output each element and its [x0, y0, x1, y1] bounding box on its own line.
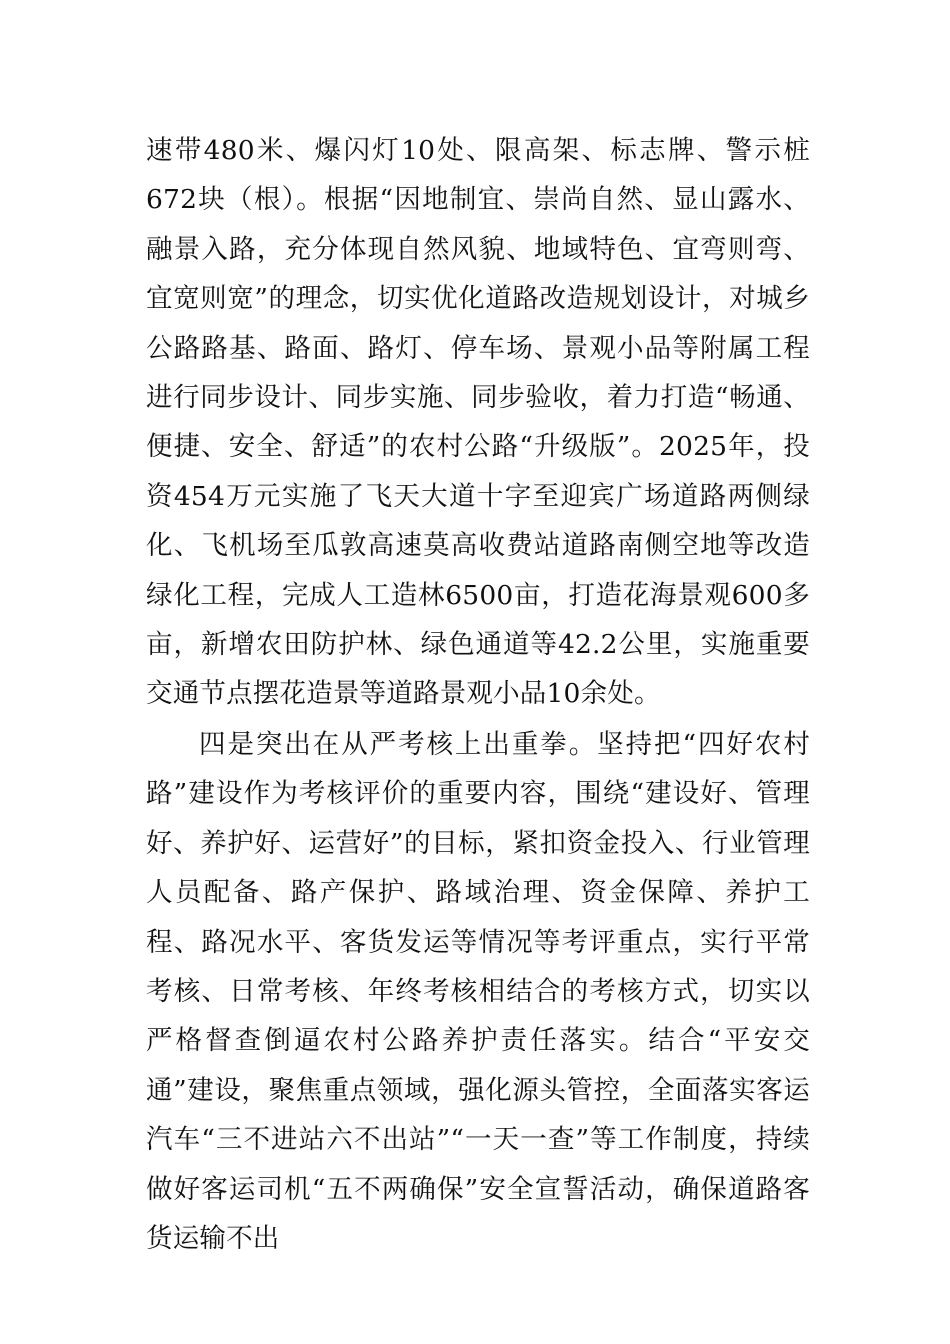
paragraph-section-four: 四是突出在从严考核上出重拳。坚持把“四好农村路”建设作为考核评价的重要内容，围绕“建设好、管理好、养护好、运营好”的目标，紧扣资金投入、行业管理人员配备、路产保护、路域治理、资金保障、养护工程、路况水平、客货发运等情况等考评重点，实行平常考核、日常考核、年终考核相结合的考核方式，切实以严格督查倒逼农村公路养护责任落实。结合“平安交通”建设，聚焦重点领域，强化源头管控，全面落实客运汽车“三不进站六不出站”“一天一查”等工作制度，持续做好客运司机“五不两确保”安全宣誓活动，确保道路客货运输不出 [146, 729, 810, 1255]
body-text-block-2 [146, 720, 810, 1263]
body-text-block-1 [146, 126, 810, 719]
paragraph-continuation: 速带480米、爆闪灯10处、限高架、标志牌、警示桩672块（根）。根据“因地制宜、崇尚自然、显山露水、融景入路，充分体现自然风貌、地域特色、宜弯则弯、宜宽则宽”的理念，切实优化道路改造规划设计，对城乡公路路基、路面、路灯、停车场、景观小品等附属工程进行同步设计、同步实施、同步验收，着力打造“畅通、便捷、安全、舒适”的农村公路“升级版”。2025年，投资454万元实施了飞天大道十字至迎宾广场道路两侧绿化、飞机场至瓜敦高速莫高收费站道路南侧空地等改造绿化工程，完成人工造林6500亩，打造花海景观600多亩，新增农田防护林、绿色通道等42.2公里，实施重要交通节点摆花造景等道路景观小品10余处。 [146, 135, 810, 710]
